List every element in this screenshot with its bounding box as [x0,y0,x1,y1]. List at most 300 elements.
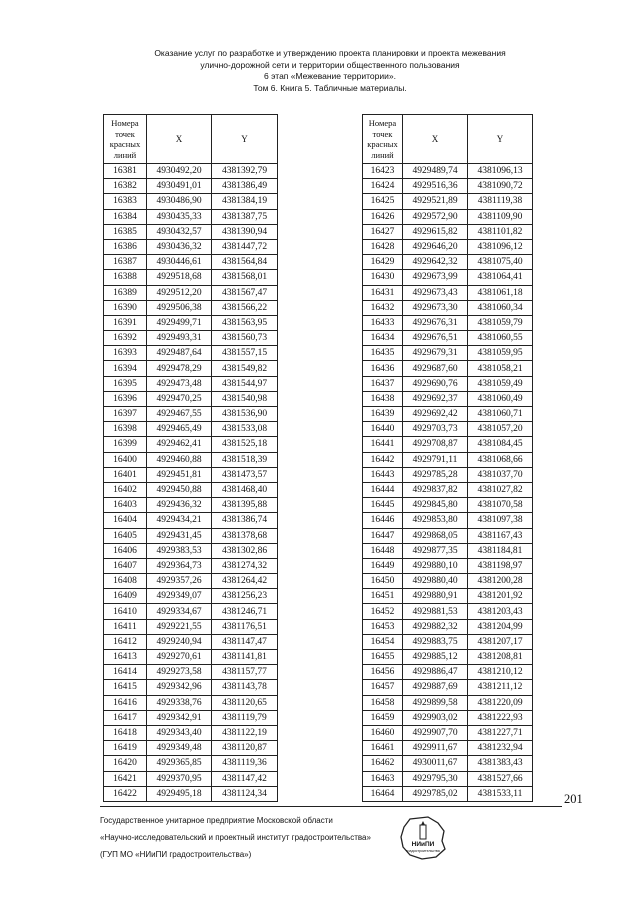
cell-y: 4381096,13 [468,164,533,179]
header-line-3: 6 этап «Межевание территории». [264,71,396,81]
institute-logo [398,815,448,861]
cell-x: 4930486,90 [147,194,212,209]
table-row [363,255,533,270]
cell-x: 4929690,76 [403,376,468,391]
cell-x: 4929436,32 [147,498,212,513]
cell-x: 4929470,25 [147,391,212,406]
cell-point-number: 16406 [104,543,147,558]
cell-x: 4929334,67 [147,604,212,619]
cell-x: 4929615,82 [403,224,468,239]
cell-y: 4381568,01 [212,270,278,285]
cell-x: 4929273,58 [147,665,212,680]
cell-x: 4929451,81 [147,467,212,482]
cell-point-number: 16447 [363,528,403,543]
cell-y: 4381120,87 [212,741,278,756]
cell-y: 4381201,92 [468,589,533,604]
cell-point-number: 16396 [104,391,147,406]
table-row [104,422,278,437]
table-row [104,285,278,300]
cell-point-number: 16442 [363,452,403,467]
table-row [363,467,533,482]
cell-y: 4381147,47 [212,634,278,649]
table-row [104,255,278,270]
cell-point-number: 16411 [104,619,147,634]
cell-y: 4381211,12 [468,680,533,695]
cell-y: 4381167,43 [468,528,533,543]
cell-point-number: 16449 [363,558,403,573]
cell-point-number: 16409 [104,589,147,604]
cell-y: 4381203,43 [468,604,533,619]
document-footer [100,812,371,863]
table-row [104,771,278,786]
cell-point-number: 16443 [363,467,403,482]
table-row [363,650,533,665]
table-row [363,194,533,209]
table-row [104,528,278,543]
cell-x: 4929467,55 [147,407,212,422]
cell-y: 4381200,28 [468,574,533,589]
cell-point-number: 16448 [363,543,403,558]
table-row [104,680,278,695]
cell-y: 4381143,78 [212,680,278,695]
cell-point-number: 16427 [363,224,403,239]
table-row [104,482,278,497]
table-row [363,680,533,695]
table-row [363,300,533,315]
cell-x: 4929673,43 [403,285,468,300]
cell-y: 4381563,95 [212,315,278,330]
cell-x: 4929853,80 [403,513,468,528]
table-header-row [363,115,533,164]
table-row [104,756,278,771]
cell-y: 4381246,71 [212,604,278,619]
cell-point-number: 16453 [363,619,403,634]
table-row [363,695,533,710]
cell-point-number: 16399 [104,437,147,452]
column-header-point-number: Номера точек красных линий [363,115,403,164]
cell-point-number: 16463 [363,771,403,786]
cell-x: 4929880,40 [403,574,468,589]
cell-x: 4929646,20 [403,239,468,254]
table-row [363,315,533,330]
cell-point-number: 16398 [104,422,147,437]
table-row [363,498,533,513]
cell-x: 4929877,35 [403,543,468,558]
cell-point-number: 16457 [363,680,403,695]
cell-point-number: 16417 [104,710,147,725]
footer-line-3: (ГУП МО «НИиПИ градостроительства») [100,850,252,859]
cell-y: 4381560,73 [212,331,278,346]
cell-point-number: 16387 [104,255,147,270]
column-header-point-number: Номера точек красных линий [104,115,147,164]
table-row [363,741,533,756]
cell-point-number: 16381 [104,164,147,179]
cell-y: 4381264,42 [212,574,278,589]
cell-x: 4929673,99 [403,270,468,285]
cell-point-number: 16416 [104,695,147,710]
table-row [104,300,278,315]
cell-y: 4381064,41 [468,270,533,285]
logo-text-top: НИиПИ [411,841,435,848]
cell-x: 4929434,21 [147,513,212,528]
footer-line-1: Государственное унитарное предприятие Московской области [100,816,333,825]
cell-x: 4929676,51 [403,331,468,346]
cell-point-number: 16423 [363,164,403,179]
cell-point-number: 16383 [104,194,147,209]
cell-point-number: 16456 [363,665,403,680]
cell-point-number: 16451 [363,589,403,604]
cell-point-number: 16405 [104,528,147,543]
table-row [363,391,533,406]
cell-point-number: 16452 [363,604,403,619]
cell-x: 4929506,38 [147,300,212,315]
table-row [363,346,533,361]
cell-y: 4381090,72 [468,179,533,194]
cell-x: 4929572,90 [403,209,468,224]
cell-x: 4929516,36 [403,179,468,194]
cell-point-number: 16429 [363,255,403,270]
cell-x: 4929785,02 [403,786,468,801]
cell-point-number: 16459 [363,710,403,725]
cell-y: 4381392,79 [212,164,278,179]
cell-y: 4381060,71 [468,407,533,422]
cell-x: 4929886,47 [403,665,468,680]
cell-y: 4381390,94 [212,224,278,239]
cell-y: 4381378,68 [212,528,278,543]
table-row [363,239,533,254]
table-row [363,619,533,634]
cell-y: 4381059,95 [468,346,533,361]
cell-point-number: 16462 [363,756,403,771]
cell-point-number: 16412 [104,634,147,649]
cell-point-number: 16395 [104,376,147,391]
cell-y: 4381119,79 [212,710,278,725]
cell-y: 4381447,72 [212,239,278,254]
cell-y: 4381564,84 [212,255,278,270]
cell-point-number: 16426 [363,209,403,224]
table-row [363,482,533,497]
table-row [104,315,278,330]
table-row [104,467,278,482]
table-row [104,786,278,801]
cell-y: 4381147,42 [212,771,278,786]
cell-y: 4381302,86 [212,543,278,558]
cell-x: 4929791,11 [403,452,468,467]
cell-point-number: 16440 [363,422,403,437]
cell-x: 4929342,96 [147,680,212,695]
cell-y: 4381386,74 [212,513,278,528]
table-row [363,164,533,179]
table-row [104,543,278,558]
cell-y: 4381387,75 [212,209,278,224]
cell-point-number: 16455 [363,650,403,665]
table-row [363,710,533,725]
table-row [363,665,533,680]
cell-y: 4381141,81 [212,650,278,665]
table-row [104,710,278,725]
cell-y: 4381549,82 [212,361,278,376]
cell-y: 4381096,12 [468,239,533,254]
cell-point-number: 16397 [104,407,147,422]
table-row [104,376,278,391]
cell-y: 4381536,90 [212,407,278,422]
cell-x: 4929673,30 [403,300,468,315]
table-row [363,437,533,452]
table-row [104,695,278,710]
cell-point-number: 16446 [363,513,403,528]
table-row [104,634,278,649]
cell-x: 4929692,37 [403,391,468,406]
table-row [104,589,278,604]
document-header [60,48,600,94]
cell-y: 4381119,38 [468,194,533,209]
cell-y: 4381222,93 [468,710,533,725]
cell-point-number: 16433 [363,315,403,330]
cell-y: 4381057,20 [468,422,533,437]
cell-x: 4929837,82 [403,482,468,497]
table-row [104,331,278,346]
cell-x: 4929489,74 [403,164,468,179]
cell-y: 4381084,45 [468,437,533,452]
cell-y: 4381070,58 [468,498,533,513]
page-number: 201 [564,792,583,806]
table-row [104,619,278,634]
cell-point-number: 16400 [104,452,147,467]
column-header-y: Y [212,115,278,164]
cell-point-number: 16431 [363,285,403,300]
cell-point-number: 16410 [104,604,147,619]
cell-y: 4381060,55 [468,331,533,346]
cell-point-number: 16441 [363,437,403,452]
cell-y: 4381527,66 [468,771,533,786]
cell-point-number: 16394 [104,361,147,376]
cell-x: 4929349,07 [147,589,212,604]
cell-point-number: 16421 [104,771,147,786]
cell-y: 4381027,82 [468,482,533,497]
table-row [104,224,278,239]
cell-point-number: 16382 [104,179,147,194]
cell-point-number: 16414 [104,665,147,680]
cell-y: 4381274,32 [212,558,278,573]
cell-y: 4381567,47 [212,285,278,300]
cell-point-number: 16436 [363,361,403,376]
cell-x: 4929785,28 [403,467,468,482]
cell-x: 4929881,53 [403,604,468,619]
cell-point-number: 16438 [363,391,403,406]
cell-point-number: 16384 [104,209,147,224]
cell-point-number: 16432 [363,300,403,315]
table-row [104,725,278,740]
cell-point-number: 16408 [104,574,147,589]
coordinates-table-right [362,114,533,802]
cell-point-number: 16402 [104,482,147,497]
cell-y: 4381518,39 [212,452,278,467]
cell-point-number: 16404 [104,513,147,528]
table-row [104,361,278,376]
cell-point-number: 16444 [363,482,403,497]
cell-x: 4929240,94 [147,634,212,649]
cell-point-number: 16435 [363,346,403,361]
cell-x: 4929692,42 [403,407,468,422]
cell-y: 4381557,15 [212,346,278,361]
cell-y: 4381386,49 [212,179,278,194]
cell-x: 4929880,10 [403,558,468,573]
footer-line-2: «Научно-исследовательский и проектный институт градостроительства» [100,833,371,842]
cell-x: 4929883,75 [403,634,468,649]
cell-point-number: 16385 [104,224,147,239]
table-row [363,634,533,649]
table-row [104,391,278,406]
cell-x: 4929487,64 [147,346,212,361]
table-row [104,558,278,573]
cell-y: 4381232,94 [468,741,533,756]
cell-point-number: 16425 [363,194,403,209]
cell-x: 4929365,85 [147,756,212,771]
cell-point-number: 16430 [363,270,403,285]
cell-x: 4929343,40 [147,725,212,740]
table-row [363,574,533,589]
cell-y: 4381059,79 [468,315,533,330]
column-header-x: X [403,115,468,164]
cell-y: 4381124,34 [212,786,278,801]
cell-point-number: 16393 [104,346,147,361]
cell-y: 4381120,65 [212,695,278,710]
cell-point-number: 16388 [104,270,147,285]
cell-x: 4929521,89 [403,194,468,209]
cell-point-number: 16420 [104,756,147,771]
cell-y: 4381533,11 [468,786,533,801]
cell-x: 4929473,48 [147,376,212,391]
table-row [104,604,278,619]
cell-x: 4929383,53 [147,543,212,558]
cell-x: 4929882,32 [403,619,468,634]
cell-y: 4381198,97 [468,558,533,573]
cell-point-number: 16418 [104,725,147,740]
cell-x: 4929887,69 [403,680,468,695]
cell-y: 4381210,12 [468,665,533,680]
cell-x: 4929907,70 [403,725,468,740]
cell-y: 4381533,08 [212,422,278,437]
cell-x: 4929493,31 [147,331,212,346]
cell-x: 4929512,20 [147,285,212,300]
cell-y: 4381207,17 [468,634,533,649]
cell-x: 4929338,76 [147,695,212,710]
footer-divider [100,806,562,807]
cell-x: 4930446,61 [147,255,212,270]
cell-x: 4929499,71 [147,315,212,330]
coordinates-table-left [103,114,278,802]
header-line-4: Том 6. Книга 5. Табличные материалы. [253,82,407,93]
cell-point-number: 16445 [363,498,403,513]
table-row [363,756,533,771]
header-line-1: Оказание услуг по разработке и утверждению проекта планировки и проекта межевания [154,48,506,58]
table-row [363,209,533,224]
cell-y: 4381059,49 [468,376,533,391]
cell-x: 4929687,60 [403,361,468,376]
table-row [104,513,278,528]
table-row [104,498,278,513]
column-header-x: X [147,115,212,164]
header-line-2: улично-дорожной сети и территории общественного пользования [200,59,460,70]
table-row [363,543,533,558]
cell-x: 4930435,33 [147,209,212,224]
table-row [363,179,533,194]
cell-point-number: 16390 [104,300,147,315]
cell-point-number: 16407 [104,558,147,573]
table-row [104,437,278,452]
table-row [104,452,278,467]
table-row [363,270,533,285]
cell-x: 4930436,32 [147,239,212,254]
table-row [363,604,533,619]
cell-y: 4381220,09 [468,695,533,710]
table-row [363,452,533,467]
cell-x: 4930492,20 [147,164,212,179]
cell-y: 4381184,81 [468,543,533,558]
table-row [363,786,533,801]
cell-x: 4929679,31 [403,346,468,361]
table-row [363,376,533,391]
table-row [104,239,278,254]
cell-y: 4381395,88 [212,498,278,513]
cell-y: 4381544,97 [212,376,278,391]
cell-point-number: 16415 [104,680,147,695]
cell-x: 4929342,91 [147,710,212,725]
cell-y: 4381122,19 [212,725,278,740]
cell-point-number: 16391 [104,315,147,330]
cell-y: 4381060,49 [468,391,533,406]
cell-x: 4929221,55 [147,619,212,634]
table-row [363,331,533,346]
cell-point-number: 16428 [363,239,403,254]
table-row [104,346,278,361]
cell-y: 4381540,98 [212,391,278,406]
cell-x: 4930011,67 [403,756,468,771]
table-row [363,771,533,786]
cell-point-number: 16437 [363,376,403,391]
cell-x: 4929903,02 [403,710,468,725]
cell-x: 4929478,29 [147,361,212,376]
cell-y: 4381075,40 [468,255,533,270]
cell-y: 4381384,19 [212,194,278,209]
cell-point-number: 16389 [104,285,147,300]
table-row [363,361,533,376]
cell-y: 4381204,99 [468,619,533,634]
table-row [104,407,278,422]
logo-text-bottom: градостроительства [406,849,440,853]
cell-y: 4381208,81 [468,650,533,665]
cell-x: 4929703,73 [403,422,468,437]
cell-y: 4381060,34 [468,300,533,315]
table-row [104,194,278,209]
cell-y: 4381101,82 [468,224,533,239]
cell-x: 4929899,58 [403,695,468,710]
cell-x: 4929795,30 [403,771,468,786]
table-row [363,224,533,239]
cell-x: 4929270,61 [147,650,212,665]
cell-y: 4381061,18 [468,285,533,300]
cell-x: 4929349,48 [147,741,212,756]
cell-x: 4929885,12 [403,650,468,665]
cell-y: 4381566,22 [212,300,278,315]
table-row [363,513,533,528]
cell-x: 4929364,73 [147,558,212,573]
cell-x: 4929642,32 [403,255,468,270]
column-header-y: Y [468,115,533,164]
table-row [104,650,278,665]
table-row [104,209,278,224]
cell-point-number: 16392 [104,331,147,346]
